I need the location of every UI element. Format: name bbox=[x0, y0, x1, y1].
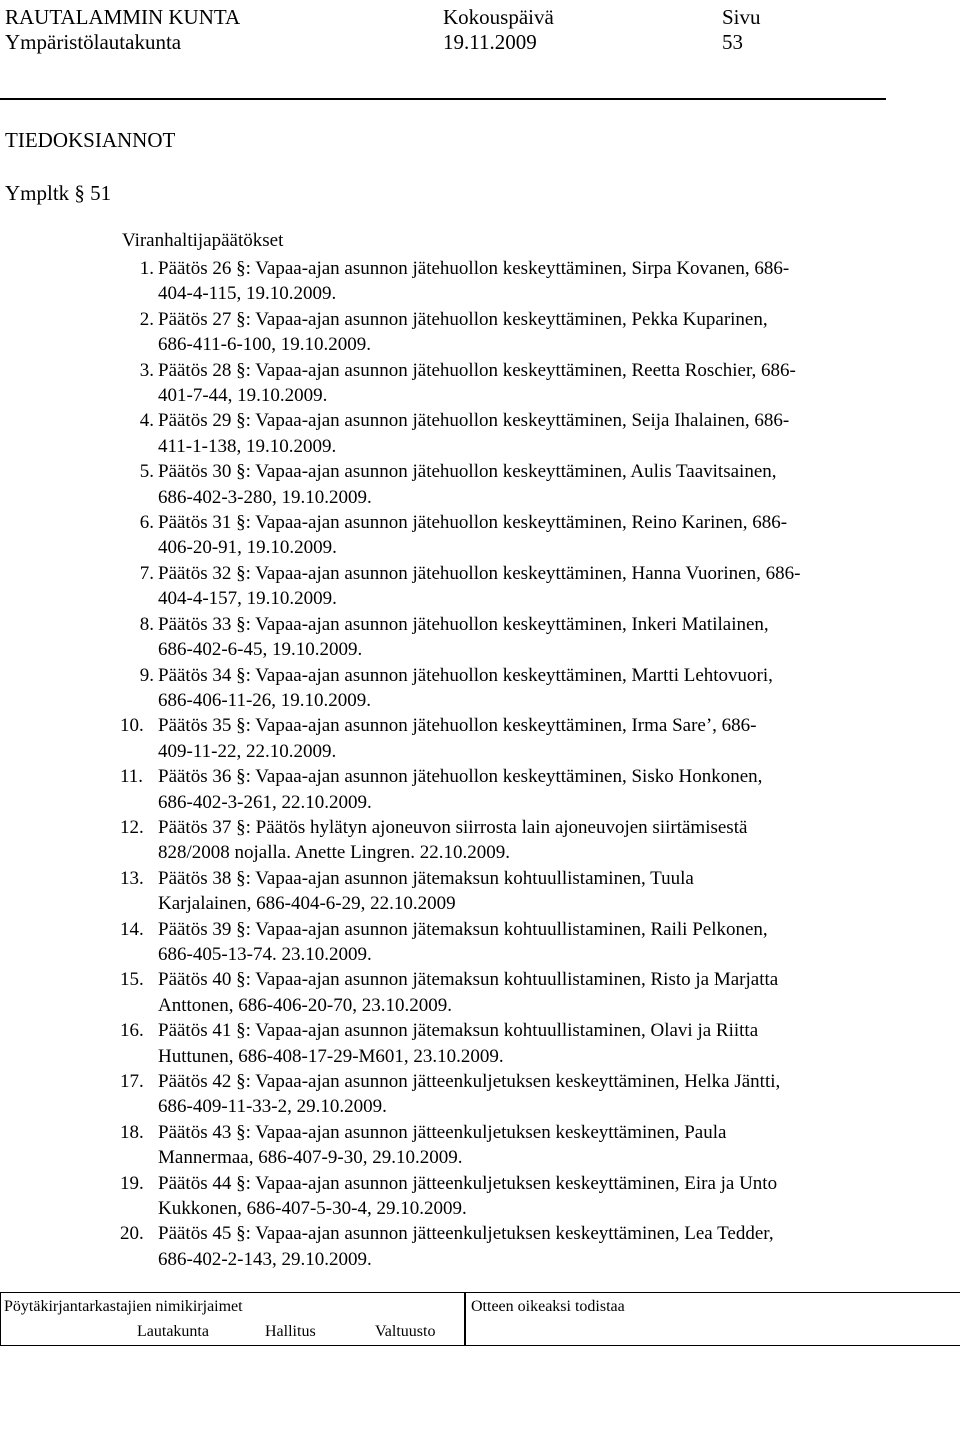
decision-text-line: 686-402-6-45, 19.10.2009. bbox=[158, 639, 363, 661]
hallitus-label: Hallitus bbox=[265, 1323, 316, 1340]
decision-text-line: Päätös 42 §: Vapaa-ajan asunnon jätteenkuljetuksen keskeyttäminen, Helka Jäntti, bbox=[158, 1071, 781, 1092]
decision-number: 12. bbox=[120, 816, 144, 838]
lautakunta-label: Lautakunta bbox=[137, 1323, 209, 1340]
signatures-label: Pöytäkirjantarkastajien nimikirjaimet bbox=[4, 1298, 243, 1315]
decision-text-line: Kukkonen, 686-407-5-30-4, 29.10.2009. bbox=[158, 1198, 467, 1220]
decision-number: 14. bbox=[120, 918, 144, 940]
decision-text-line: 686-405-13-74. 23.10.2009. bbox=[158, 943, 372, 965]
decision-item bbox=[110, 815, 890, 866]
decision-text-line: Huttunen, 686-408-17-29-M601, 23.10.2009. bbox=[158, 1045, 504, 1067]
decision-text-line: Päätös 43 §: Vapaa-ajan asunnon jätteenkuljetuksen keskeyttäminen, Paula bbox=[158, 1121, 727, 1143]
list-heading: Viranhaltijapäätökset bbox=[122, 230, 284, 251]
signature-footer bbox=[0, 1292, 960, 1446]
decision-text-line: Päätös 40 §: Vapaa-ajan asunnon jätemaksun kohtuullistaminen, Risto ja Marjatta bbox=[158, 969, 779, 991]
decision-item bbox=[110, 1120, 890, 1171]
decision-text-line: Päätös 41 §: Vapaa-ajan asunnon jätemaksun kohtuullistaminen, Olavi ja Riitta bbox=[158, 1020, 759, 1042]
decision-text-line: 686-402-3-280, 19.10.2009. bbox=[158, 486, 372, 508]
meeting-date: 19.11.2009 bbox=[443, 30, 537, 54]
decision-text-line: 686-409-11-33-2, 29.10.2009. bbox=[158, 1096, 387, 1118]
decision-text-line: 828/2008 nojalla. Anette Lingren. 22.10.2009. bbox=[158, 842, 510, 864]
decision-number: 6. bbox=[139, 512, 154, 534]
decision-number: 5. bbox=[139, 461, 154, 483]
decision-item bbox=[110, 967, 890, 1018]
decision-text-line: Päätös 35 §: Vapaa-ajan asunnon jätehuollon keskeyttäminen, Irma Sare’, 686- bbox=[158, 715, 757, 737]
decision-number: 3. bbox=[139, 359, 154, 381]
decision-text-line: Päätös 39 §: Vapaa-ajan asunnon jätemaksun kohtuullistaminen, Raili Pelkonen, bbox=[158, 918, 768, 940]
decision-text-line: Päätös 30 §: Vapaa-ajan asunnon jätehuollon keskeyttäminen, Aulis Taavitsainen, bbox=[158, 461, 777, 483]
decision-item bbox=[110, 764, 890, 815]
page-label: Sivu bbox=[722, 5, 761, 29]
section-reference: Ympltk § 51 bbox=[5, 181, 112, 205]
meeting-date-label: Kokouspäivä bbox=[443, 5, 554, 29]
decision-item bbox=[110, 1018, 890, 1069]
decision-number: 10. bbox=[120, 715, 144, 737]
decision-number: 9. bbox=[139, 664, 154, 686]
decision-number: 13. bbox=[120, 867, 144, 889]
decision-text-line: Päätös 29 §: Vapaa-ajan asunnon jätehuollon keskeyttäminen, Seija Ihalainen, 686- bbox=[158, 410, 790, 432]
decision-text-line: Päätös 34 §: Vapaa-ajan asunnon jätehuollon keskeyttäminen, Martti Lehtovuori, bbox=[158, 664, 773, 686]
decision-item bbox=[110, 358, 890, 409]
decision-text-line: 409-11-22, 22.10.2009. bbox=[158, 740, 337, 762]
board-name: Ympäristölautakunta bbox=[5, 30, 182, 54]
decision-text-line: Päätös 45 §: Vapaa-ajan asunnon jätteenkuljetuksen keskeyttäminen, Lea Tedder, bbox=[158, 1223, 774, 1245]
decision-text-line: Anttonen, 686-406-20-70, 23.10.2009. bbox=[158, 994, 452, 1016]
decision-number: 16. bbox=[120, 1020, 144, 1042]
decision-text-line: Päätös 36 §: Vapaa-ajan asunnon jätehuollon keskeyttäminen, Sisko Honkonen, bbox=[158, 766, 763, 788]
decision-item bbox=[110, 866, 890, 917]
header-divider bbox=[0, 98, 886, 100]
org-name: RAUTALAMMIN KUNTA bbox=[5, 5, 241, 29]
decision-text-line: 686-406-11-26, 19.10.2009. bbox=[158, 689, 372, 711]
decision-item bbox=[110, 307, 890, 358]
decision-text-line: 404-4-115, 19.10.2009. bbox=[158, 283, 337, 305]
decision-item bbox=[110, 1171, 890, 1222]
decision-text-line: Päätös 38 §: Vapaa-ajan asunnon jätemaksun kohtuullistaminen, Tuula bbox=[158, 867, 694, 889]
decision-item bbox=[110, 561, 890, 612]
decision-item bbox=[110, 713, 890, 764]
decision-item bbox=[110, 408, 890, 459]
decision-item bbox=[110, 256, 890, 307]
decision-text-line: 411-1-138, 19.10.2009. bbox=[158, 435, 337, 457]
decision-text-line: 686-411-6-100, 19.10.2009. bbox=[158, 334, 372, 356]
decision-number: 1. bbox=[139, 258, 154, 279]
decision-text-line: Päätös 33 §: Vapaa-ajan asunnon jätehuollon keskeyttäminen, Inkeri Matilainen, bbox=[158, 613, 769, 635]
decision-number: 17. bbox=[120, 1071, 144, 1092]
decision-text-line: Päätös 37 §: Päätös hylätyn ajoneuvon siirrosta lain ajoneuvojen siirtämisestä bbox=[158, 816, 748, 838]
decision-item bbox=[110, 612, 890, 663]
decision-text-line: 686-402-3-261, 22.10.2009. bbox=[158, 791, 372, 813]
decision-item bbox=[110, 663, 890, 714]
section-title: TIEDOKSIANNOT bbox=[5, 128, 176, 152]
decision-number: 8. bbox=[139, 613, 154, 635]
decision-number: 7. bbox=[139, 562, 154, 584]
decision-item bbox=[110, 459, 890, 510]
decision-number: 4. bbox=[139, 410, 154, 432]
decision-item bbox=[110, 1069, 890, 1120]
decision-text-line: Mannermaa, 686-407-9-30, 29.10.2009. bbox=[158, 1147, 463, 1169]
decision-text-line: Karjalainen, 686-404-6-29, 22.10.2009 bbox=[158, 893, 456, 915]
certified-label: Otteen oikeaksi todistaa bbox=[471, 1298, 625, 1315]
decision-item bbox=[110, 917, 890, 968]
page-number: 53 bbox=[722, 30, 743, 54]
decision-text-line: Päätös 44 §: Vapaa-ajan asunnon jätteenkuljetuksen keskeyttäminen, Eira ja Unto bbox=[158, 1172, 778, 1194]
decision-number: 15. bbox=[120, 969, 144, 991]
decision-number: 11. bbox=[120, 766, 144, 788]
decision-number: 2. bbox=[139, 308, 154, 330]
valtuusto-label: Valtuusto bbox=[375, 1323, 436, 1340]
decision-list bbox=[110, 256, 890, 1272]
decision-text-line: Päätös 26 §: Vapaa-ajan asunnon jätehuollon keskeyttäminen, Sirpa Kovanen, 686- bbox=[158, 258, 790, 279]
decision-item bbox=[110, 510, 890, 561]
decision-text-line: 686-402-2-143, 29.10.2009. bbox=[158, 1248, 372, 1270]
decision-text-line: 406-20-91, 19.10.2009. bbox=[158, 537, 337, 559]
decision-text-line: Päätös 27 §: Vapaa-ajan asunnon jätehuollon keskeyttäminen, Pekka Kuparinen, bbox=[158, 308, 768, 330]
decision-text-line: 401-7-44, 19.10.2009. bbox=[158, 385, 328, 407]
decision-text-line: Päätös 32 §: Vapaa-ajan asunnon jätehuollon keskeyttäminen, Hanna Vuorinen, 686- bbox=[158, 562, 801, 584]
decision-number: 18. bbox=[120, 1121, 144, 1143]
decision-item bbox=[110, 1221, 890, 1272]
decision-number: 19. bbox=[120, 1172, 144, 1194]
decision-number: 20. bbox=[120, 1223, 144, 1245]
decision-text-line: Päätös 31 §: Vapaa-ajan asunnon jätehuollon keskeyttäminen, Reino Karinen, 686- bbox=[158, 512, 788, 534]
decision-text-line: 404-4-157, 19.10.2009. bbox=[158, 588, 337, 610]
decision-text-line: Päätös 28 §: Vapaa-ajan asunnon jätehuollon keskeyttäminen, Reetta Roschier, 686- bbox=[158, 359, 796, 381]
